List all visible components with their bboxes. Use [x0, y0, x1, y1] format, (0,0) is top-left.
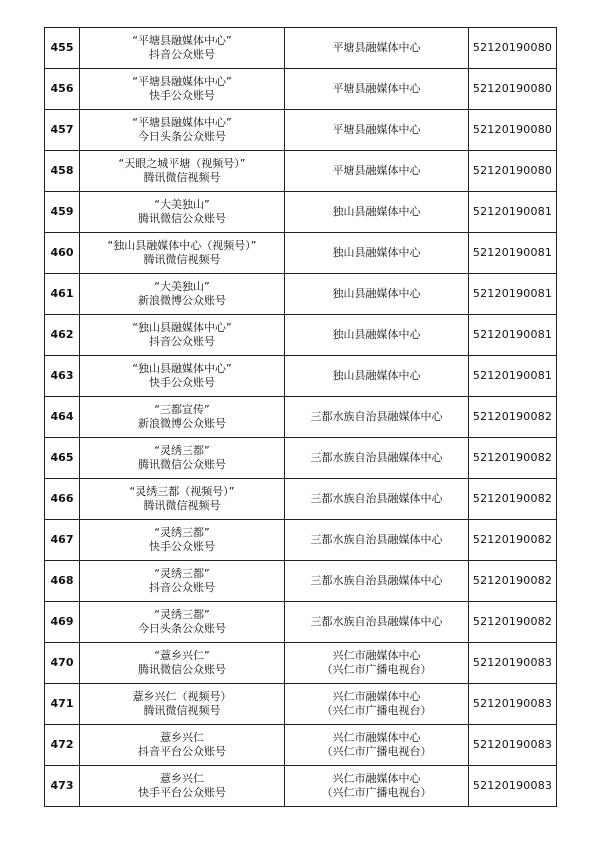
- registration-code-cell: [469, 233, 557, 274]
- registration-code: 52120190082: [472, 615, 553, 628]
- account-cell: [80, 438, 285, 479]
- organization-cell: [285, 684, 469, 725]
- organization-cell: [285, 233, 469, 274]
- registration-code: 52120190081: [472, 205, 553, 218]
- account-type: 腾讯微信视频号: [143, 171, 221, 184]
- row-index-cell: [45, 315, 80, 356]
- row-index-cell: [45, 69, 80, 110]
- row-index: 473: [50, 779, 74, 792]
- row-index-cell: [45, 725, 80, 766]
- registration-code-cell: [469, 438, 557, 479]
- account-type: 抖音公众账号: [149, 335, 215, 348]
- organization-name: 三都水族自治县融媒体中心: [310, 451, 443, 464]
- account-name: “灵绣三都”: [154, 444, 210, 457]
- row-index-cell: [45, 233, 80, 274]
- organization-cell: [285, 561, 469, 602]
- account-name: “独山县融媒体中心”: [132, 362, 232, 375]
- table-row: [45, 397, 557, 438]
- organization-cell: [285, 479, 469, 520]
- table-row: [45, 151, 557, 192]
- row-index: 459: [50, 205, 74, 218]
- organization-cell: [285, 520, 469, 561]
- row-index-cell: [45, 684, 80, 725]
- registration-code-cell: [469, 192, 557, 233]
- account-type: 腾讯微信视频号: [143, 704, 221, 717]
- organization-name: 平塘县融媒体中心: [332, 82, 421, 95]
- account-type: 今日头条公众账号: [138, 130, 226, 143]
- account-cell: [80, 192, 285, 233]
- table-row: [45, 561, 557, 602]
- account-cell: [80, 684, 285, 725]
- row-index: 472: [50, 738, 74, 751]
- registration-code: 52120190081: [472, 328, 553, 341]
- row-index-cell: [45, 766, 80, 807]
- registration-code: 52120190083: [472, 697, 553, 710]
- registration-code-cell: [469, 520, 557, 561]
- account-type: 新浪微博公众账号: [138, 294, 226, 307]
- table-row: [45, 602, 557, 643]
- registration-code: 52120190081: [472, 369, 553, 382]
- row-index: 470: [50, 656, 74, 669]
- row-index-cell: [45, 28, 80, 69]
- account-type: 今日头条公众账号: [138, 622, 226, 635]
- registration-code-cell: [469, 315, 557, 356]
- table-row: [45, 520, 557, 561]
- organization-cell: [285, 110, 469, 151]
- account-name: “独山县融媒体中心（视频号）”: [107, 239, 257, 252]
- account-name: “大美独山”: [154, 198, 210, 211]
- account-cell: [80, 479, 285, 520]
- row-index: 464: [50, 410, 74, 423]
- account-cell: [80, 356, 285, 397]
- registration-code: 52120190082: [472, 574, 553, 587]
- organization-cell: [285, 315, 469, 356]
- row-index-cell: [45, 110, 80, 151]
- account-type: 腾讯微信公众账号: [138, 663, 226, 676]
- registration-code-cell: [469, 766, 557, 807]
- registration-code: 52120190080: [472, 164, 553, 177]
- registration-code-cell: [469, 356, 557, 397]
- table-row: [45, 438, 557, 479]
- registration-code: 52120190083: [472, 656, 553, 669]
- account-name: “平塘县融媒体中心”: [132, 75, 232, 88]
- registration-code-cell: [469, 397, 557, 438]
- organization-cell: [285, 192, 469, 233]
- row-index: 456: [50, 82, 74, 95]
- table-row: [45, 274, 557, 315]
- organization-name: 兴仁市融媒体中心: [332, 731, 421, 744]
- organization-cell: [285, 69, 469, 110]
- table-row: [45, 684, 557, 725]
- registration-code: 52120190082: [472, 451, 553, 464]
- account-type: 抖音平台公众账号: [138, 745, 226, 758]
- organization-name: 平塘县融媒体中心: [332, 41, 421, 54]
- table-row: [45, 233, 557, 274]
- account-name: 薏乡兴仁（视频号）: [132, 690, 232, 703]
- organization-name: 独山县融媒体中心: [332, 246, 421, 259]
- account-type: 腾讯微信公众账号: [138, 212, 226, 225]
- organization-cell: [285, 397, 469, 438]
- row-index-cell: [45, 602, 80, 643]
- account-cell: [80, 397, 285, 438]
- organization-cell: [285, 766, 469, 807]
- row-index: 469: [50, 615, 74, 628]
- account-type: 快手公众账号: [149, 376, 215, 389]
- registration-code-cell: [469, 69, 557, 110]
- organization-subname: （兴仁市广播电视台）: [321, 704, 432, 717]
- registration-code: 52120190083: [472, 738, 553, 751]
- account-name: “灵绣三都”: [154, 608, 210, 621]
- account-cell: [80, 110, 285, 151]
- account-cell: [80, 151, 285, 192]
- account-name: 薏乡兴仁: [160, 731, 204, 744]
- organization-name: 平塘县融媒体中心: [332, 123, 421, 136]
- account-type: 腾讯微信视频号: [143, 499, 221, 512]
- registration-code: 52120190082: [472, 533, 553, 546]
- row-index: 462: [50, 328, 74, 341]
- organization-subname: （兴仁市广播电视台）: [321, 663, 432, 676]
- account-type: 快手平台公众账号: [138, 786, 226, 799]
- organization-name: 兴仁市融媒体中心: [332, 772, 421, 785]
- organization-name: 独山县融媒体中心: [332, 369, 421, 382]
- table-body: [45, 28, 557, 807]
- organization-cell: [285, 602, 469, 643]
- row-index-cell: [45, 438, 80, 479]
- row-index: 457: [50, 123, 74, 136]
- table-row: [45, 356, 557, 397]
- account-cell: [80, 643, 285, 684]
- account-cell: [80, 69, 285, 110]
- account-type: 快手公众账号: [149, 89, 215, 102]
- account-name: “平塘县融媒体中心”: [132, 34, 232, 47]
- registration-code: 52120190080: [472, 123, 553, 136]
- organization-cell: [285, 438, 469, 479]
- row-index-cell: [45, 397, 80, 438]
- registration-code-cell: [469, 725, 557, 766]
- organization-cell: [285, 356, 469, 397]
- registration-code-cell: [469, 110, 557, 151]
- row-index-cell: [45, 151, 80, 192]
- registration-code-cell: [469, 602, 557, 643]
- row-index: 468: [50, 574, 74, 587]
- registration-code: 52120190083: [472, 779, 553, 792]
- row-index-cell: [45, 356, 80, 397]
- row-index: 460: [50, 246, 74, 259]
- account-cell: [80, 28, 285, 69]
- organization-name: 独山县融媒体中心: [332, 287, 421, 300]
- row-index: 471: [50, 697, 74, 710]
- registration-code-cell: [469, 479, 557, 520]
- table-row: [45, 28, 557, 69]
- organization-name: 三都水族自治县融媒体中心: [310, 574, 443, 587]
- organization-subname: （兴仁市广播电视台）: [321, 745, 432, 758]
- registration-code: 52120190080: [472, 41, 553, 54]
- table-row: [45, 479, 557, 520]
- registration-code-cell: [469, 684, 557, 725]
- account-cell: [80, 561, 285, 602]
- registry-table: [44, 27, 557, 807]
- organization-name: 三都水族自治县融媒体中心: [310, 410, 443, 423]
- row-index: 455: [50, 41, 74, 54]
- account-type: 抖音公众账号: [149, 581, 215, 594]
- row-index-cell: [45, 561, 80, 602]
- row-index-cell: [45, 192, 80, 233]
- account-cell: [80, 725, 285, 766]
- account-name: “薏乡兴仁”: [154, 649, 210, 662]
- registration-code: 52120190081: [472, 246, 553, 259]
- account-type: 抖音公众账号: [149, 48, 215, 61]
- row-index-cell: [45, 520, 80, 561]
- account-type: 腾讯微信视频号: [143, 253, 221, 266]
- row-index: 466: [50, 492, 74, 505]
- account-cell: [80, 602, 285, 643]
- table-row: [45, 766, 557, 807]
- organization-cell: [285, 643, 469, 684]
- row-index-cell: [45, 479, 80, 520]
- table-row: [45, 643, 557, 684]
- organization-name: 兴仁市融媒体中心: [332, 649, 421, 662]
- account-name: “独山县融媒体中心”: [132, 321, 232, 334]
- account-name: “灵绣三都”: [154, 526, 210, 539]
- organization-name: 三都水族自治县融媒体中心: [310, 615, 443, 628]
- organization-name: 平塘县融媒体中心: [332, 164, 421, 177]
- table-row: [45, 192, 557, 233]
- organization-name: 独山县融媒体中心: [332, 205, 421, 218]
- organization-subname: （兴仁市广播电视台）: [321, 786, 432, 799]
- registration-code: 52120190082: [472, 492, 553, 505]
- organization-cell: [285, 28, 469, 69]
- row-index: 465: [50, 451, 74, 464]
- organization-name: 三都水族自治县融媒体中心: [310, 492, 443, 505]
- account-type: 腾讯微信公众账号: [138, 458, 226, 471]
- row-index: 461: [50, 287, 74, 300]
- row-index-cell: [45, 274, 80, 315]
- registration-code-cell: [469, 28, 557, 69]
- account-name: “灵绣三都（视频号）”: [129, 485, 235, 498]
- row-index-cell: [45, 643, 80, 684]
- organization-cell: [285, 274, 469, 315]
- table-row: [45, 315, 557, 356]
- account-type: 快手公众账号: [149, 540, 215, 553]
- account-cell: [80, 233, 285, 274]
- account-name: “天眼之城平塘（视频号）”: [118, 157, 246, 170]
- table-row: [45, 725, 557, 766]
- table-row: [45, 69, 557, 110]
- organization-name: 兴仁市融媒体中心: [332, 690, 421, 703]
- registration-code-cell: [469, 643, 557, 684]
- table-row: [45, 110, 557, 151]
- organization-cell: [285, 151, 469, 192]
- account-name: “灵绣三都”: [154, 567, 210, 580]
- organization-name: 三都水族自治县融媒体中心: [310, 533, 443, 546]
- registration-code: 52120190082: [472, 410, 553, 423]
- account-name: “三都宣传”: [154, 403, 210, 416]
- account-name: “平塘县融媒体中心”: [132, 116, 232, 129]
- account-cell: [80, 274, 285, 315]
- account-name: 薏乡兴仁: [160, 772, 204, 785]
- organization-name: 独山县融媒体中心: [332, 328, 421, 341]
- account-name: “大美独山”: [154, 280, 210, 293]
- row-index: 458: [50, 164, 74, 177]
- account-cell: [80, 315, 285, 356]
- registration-code: 52120190081: [472, 287, 553, 300]
- row-index: 463: [50, 369, 74, 382]
- organization-cell: [285, 725, 469, 766]
- registration-code-cell: [469, 151, 557, 192]
- registration-code: 52120190080: [472, 82, 553, 95]
- account-cell: [80, 520, 285, 561]
- registration-code-cell: [469, 561, 557, 602]
- registration-code-cell: [469, 274, 557, 315]
- row-index: 467: [50, 533, 74, 546]
- account-type: 新浪微博公众账号: [138, 417, 226, 430]
- account-cell: [80, 766, 285, 807]
